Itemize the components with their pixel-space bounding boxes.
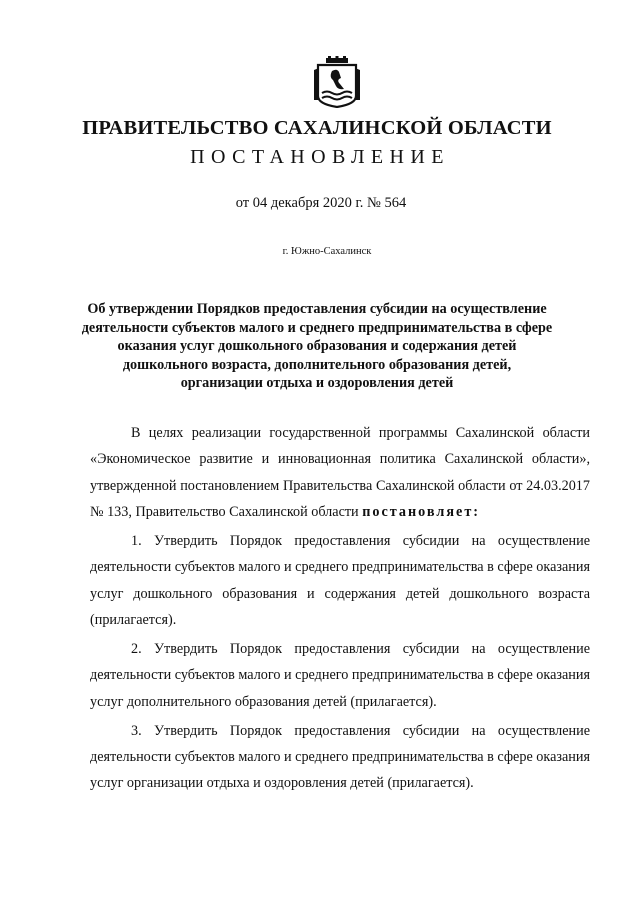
government-title: ПРАВИТЕЛЬСТВО САХАЛИНСКОЙ ОБЛАСТИ	[82, 117, 552, 139]
subject-line: организации отдыха и оздоровления детей	[180, 375, 454, 391]
subject-line: оказания услуг дошкольного образования и содержания детей	[117, 338, 517, 354]
decree-item: 1. Утвердить Порядок предоставления субсидии на осуществление деятельности субъектов малого и среднего предпринимательства в сфере оказания услуг дошкольного образования и содержания детей дошкольного возраста (прилагается).	[90, 533, 590, 629]
document-body	[90, 420, 590, 799]
sakhalin-coat-of-arms-icon	[312, 56, 362, 108]
document-subject	[0, 300, 634, 393]
document-city: г. Южно-Сахалинск	[282, 246, 372, 257]
subject-line: Об утверждении Порядков предоставления субсидии на осуществление	[87, 301, 547, 317]
document-date-number: от 04 декабря 2020 г. № 564	[235, 195, 407, 211]
decree-word: постановляет:	[362, 504, 481, 521]
preamble-paragraph	[90, 420, 590, 526]
decree-item: 3. Утвердить Порядок предоставления субсидии на осуществление деятельности субъектов малого и среднего предпринимательства в сфере оказания услуг организации отдыха и оздоровления детей (прилагается).	[90, 722, 590, 792]
subject-line: деятельности субъектов малого и среднего предпринимательства в сфере	[81, 319, 553, 336]
preamble-text: В целях реализации государственной программы Сахалинской области «Экономическое развитие и инновационная политика Сахалинской области», утвержденной постановлением Правительства Сахалинской области от 24.03.2017 № 133, Правительство Сахалинской области	[90, 425, 590, 521]
decree-item: 2. Утвердить Порядок предоставления субсидии на осуществление деятельности субъектов малого и среднего предпринимательства в сфере оказания услуг дополнительного образования детей (прилагается).	[90, 641, 590, 710]
subject-line: дошкольного возраста, дополнительного образования детей,	[122, 356, 512, 373]
document-type: ПОСТАНОВЛЕНИЕ	[190, 146, 450, 168]
